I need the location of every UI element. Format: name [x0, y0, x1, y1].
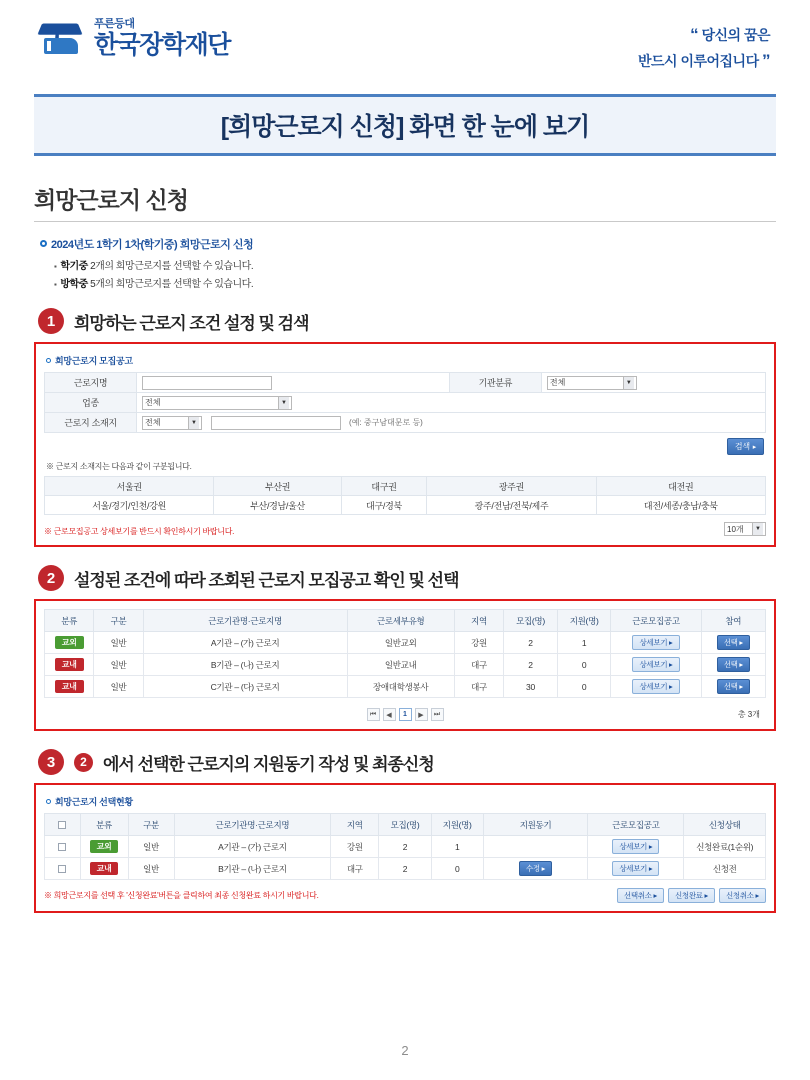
logo-subtitle: 푸른등대	[94, 17, 135, 30]
col-region: 지역	[331, 814, 379, 836]
table-row	[45, 858, 766, 880]
col-category: 분류	[45, 610, 94, 632]
selection-status-table	[44, 813, 766, 880]
step-number-badge: 3	[38, 749, 64, 775]
job-type-select[interactable]	[142, 396, 292, 410]
detail-view-button[interactable]: 상세보기 ▸	[612, 839, 659, 854]
select-button[interactable]: 선택 ▸	[717, 635, 750, 650]
step-inline-badge: 2	[74, 753, 93, 772]
document-header	[30, 0, 780, 88]
category-tag: 교내	[55, 658, 84, 671]
cell-name: C기관 – (다) 근로지	[143, 676, 347, 698]
step-number-badge: 2	[38, 565, 64, 591]
complete-application-button[interactable]: 신청완료 ▸	[668, 888, 715, 903]
col-applied: 지원(명)	[431, 814, 483, 836]
detail-view-button[interactable]: 상세보기 ▸	[632, 635, 679, 650]
notice-title: 2024년도 1학기 1차(학기중) 희망근로지 신청	[40, 236, 776, 252]
detail-view-button[interactable]: 상세보기 ▸	[632, 679, 679, 694]
cell-applied: 0	[557, 654, 611, 676]
cell-region: 강원	[331, 836, 379, 858]
cell-gubun: 일반	[94, 654, 143, 676]
slogan-line-2: 반드시 이루어집니다	[638, 52, 759, 69]
workplace-name-input[interactable]	[142, 376, 272, 390]
cell-category	[45, 676, 94, 698]
table-row	[45, 836, 766, 858]
page-size-select[interactable]	[724, 522, 766, 536]
step-1-footer	[44, 521, 766, 537]
cell-recruit: 30	[504, 676, 558, 698]
cell-org-type	[541, 373, 765, 393]
cell-location	[137, 413, 766, 433]
step-3-heading	[38, 749, 776, 775]
notice-block	[40, 236, 776, 290]
col-status: 신청상태	[684, 814, 766, 836]
cell-name: B기관 – (나) 근로지	[174, 858, 331, 880]
pager-last-button[interactable]: ⏭	[431, 708, 444, 721]
col-notice: 근로모집공고	[611, 610, 701, 632]
search-button-row	[44, 438, 764, 455]
table-row	[45, 393, 766, 413]
table-row	[45, 654, 766, 676]
col-name: 근로기관명·근로지명	[143, 610, 347, 632]
cell-recruit: 2	[379, 836, 431, 858]
list-item: ▪ 방학중 5개의 희망근로지를 선택할 수 있습니다.	[54, 275, 776, 290]
organization-logo	[40, 18, 230, 58]
cell-recruit: 2	[504, 632, 558, 654]
col-recruit: 모집(명)	[504, 610, 558, 632]
cell-region: 강원	[454, 632, 503, 654]
table-row	[45, 496, 766, 515]
category-tag: 교내	[55, 680, 84, 693]
cell-region: 대구	[454, 676, 503, 698]
chevron-down-icon: ▼	[623, 377, 634, 389]
status-badge: 신청완료(1순위)	[684, 836, 766, 858]
banner	[34, 94, 776, 156]
cell-applied: 0	[557, 676, 611, 698]
region-header: 대구권	[341, 477, 427, 496]
location-select[interactable]	[142, 416, 202, 430]
cell-job-type	[137, 393, 766, 413]
cell-applied: 1	[431, 836, 483, 858]
cell-action	[701, 654, 765, 676]
select-all-checkbox[interactable]	[58, 821, 66, 829]
label-workplace-name: 근로지명	[45, 373, 137, 393]
cell-action	[701, 676, 765, 698]
category-tag: 교내	[90, 862, 119, 875]
col-checkbox	[45, 814, 81, 836]
step-number-badge: 1	[38, 308, 64, 334]
required-notice: ※ 근로모집공고 상세보기를 반드시 확인하시기 바랍니다.	[44, 527, 235, 536]
search-form-table	[44, 372, 766, 433]
table-row	[45, 413, 766, 433]
cell-recruit: 2	[379, 858, 431, 880]
region-cell: 서울/경기/인천/강원	[45, 496, 214, 515]
region-header: 광주권	[427, 477, 596, 496]
cell-notice	[611, 632, 701, 654]
region-note: ※ 근로지 소재지는 다음과 같이 구분됩니다.	[46, 462, 192, 471]
cell-region: 대구	[331, 858, 379, 880]
cell-gubun: 일반	[94, 632, 143, 654]
logo-title: 한국장학재단	[94, 30, 230, 59]
cell-detail: 일반교외	[347, 632, 454, 654]
chevron-down-icon: ▼	[752, 523, 763, 535]
search-panel-title: 희망근로지 모집공고	[46, 354, 766, 367]
title-divider	[34, 221, 776, 222]
category-tag: 교외	[55, 636, 84, 649]
cell-notice	[588, 858, 684, 880]
step-3-panel	[34, 783, 776, 913]
col-recruit: 모집(명)	[379, 814, 431, 836]
chevron-down-icon: ▼	[188, 417, 199, 429]
col-detail: 근로세부유형	[347, 610, 454, 632]
cell-notice	[611, 676, 701, 698]
graduation-cap-icon	[40, 18, 86, 58]
row-checkbox[interactable]	[58, 865, 66, 873]
bullet-icon	[46, 799, 51, 804]
cell-name: A기관 – (가) 근로지	[174, 836, 331, 858]
cell-motive	[483, 836, 587, 858]
col-motive: 지원동기	[483, 814, 587, 836]
table-row	[45, 632, 766, 654]
table-row	[45, 676, 766, 698]
banner-title: [희망근로지 신청] 화면 한 눈에 보기	[220, 113, 590, 141]
location-value: 전체	[145, 418, 161, 427]
label-location: 근로지 소재지	[45, 413, 137, 433]
bullet-icon	[46, 358, 51, 363]
cell-category	[45, 654, 94, 676]
cell-action	[701, 632, 765, 654]
cell-applied: 0	[431, 858, 483, 880]
cell-category	[45, 632, 94, 654]
cell-name: A기관 – (가) 근로지	[143, 632, 347, 654]
region-header: 대전권	[596, 477, 765, 496]
page-number: 2	[401, 1043, 409, 1058]
slogan-line-1: 당신의 꿈은	[701, 27, 770, 43]
cell-name: B기관 – (나) 근로지	[143, 654, 347, 676]
table-header-row	[45, 814, 766, 836]
region-cell: 부산/경남/울산	[214, 496, 341, 515]
page-size-value: 10개	[727, 524, 744, 534]
col-applied: 지원(명)	[557, 610, 611, 632]
job-type-value: 전체	[145, 398, 161, 407]
chevron-down-icon: ▼	[278, 397, 289, 409]
cell-checkbox	[45, 836, 81, 858]
cell-checkbox	[45, 858, 81, 880]
col-category: 분류	[80, 814, 128, 836]
cell-motive	[483, 858, 587, 880]
category-tag: 교외	[90, 840, 119, 853]
cell-detail: 일반교내	[347, 654, 454, 676]
pager-page-1[interactable]: 1	[399, 708, 412, 721]
step-3-text: 에서 선택한 근로지의 지원동기 작성 및 최종신청	[103, 754, 434, 774]
total-count: 총 3개	[737, 710, 760, 719]
region-cell: 대구/경북	[341, 496, 427, 515]
detail-view-button[interactable]: 상세보기 ▸	[632, 657, 679, 672]
cell-gubun: 일반	[128, 858, 174, 880]
detail-view-button[interactable]: 상세보기 ▸	[612, 861, 659, 876]
cell-recruit: 2	[504, 654, 558, 676]
step-1-text: 희망하는 근로지 조건 설정 및 검색	[74, 313, 309, 333]
location-input[interactable]	[211, 416, 341, 430]
org-type-select[interactable]	[547, 376, 637, 390]
slogan: “ 당신의 꿈은 반드시 이루어집니다 ”	[638, 25, 770, 70]
select-button[interactable]: 선택 ▸	[717, 657, 750, 672]
col-gubun: 구분	[94, 610, 143, 632]
selection-panel-title: 희망근로지 선택현황	[46, 795, 766, 808]
region-table	[44, 476, 766, 515]
bullet-icon	[40, 240, 47, 247]
cell-workplace-name	[137, 373, 450, 393]
list-item: ▪ 학기중 2개의 희망근로지를 선택할 수 있습니다.	[54, 257, 776, 272]
col-notice: 근로모집공고	[588, 814, 684, 836]
select-button[interactable]: 선택 ▸	[717, 679, 750, 694]
cell-notice	[588, 836, 684, 858]
table-header-row	[45, 610, 766, 632]
col-name: 근로기관명·근로지명	[174, 814, 331, 836]
cell-category	[80, 858, 128, 880]
row-checkbox[interactable]	[58, 843, 66, 851]
region-header: 부산권	[214, 477, 341, 496]
search-button[interactable]: 검색 ▸	[727, 438, 764, 455]
pager-prev-button[interactable]: ◀	[383, 708, 396, 721]
step-1-heading	[38, 308, 776, 334]
step-3-footer	[44, 888, 766, 903]
step-2-text: 설정된 조건에 따라 조회된 근로지 모집공고 확인 및 선택	[74, 570, 459, 590]
final-apply-note: ※ 희망근로지를 선택 후 '신청완료'버튼을 클릭하여 최종 신청완료 하시기 바랍니다.	[44, 891, 319, 900]
table-row	[45, 373, 766, 393]
pager-next-button[interactable]: ▶	[415, 708, 428, 721]
step-2-panel	[34, 599, 776, 731]
page-title: 희망근로지 신청	[34, 187, 188, 213]
col-gubun: 구분	[128, 814, 174, 836]
cell-notice	[611, 654, 701, 676]
cancel-application-button[interactable]: 신청취소 ▸	[719, 888, 766, 903]
label-job-type: 업종	[45, 393, 137, 413]
col-action: 참여	[701, 610, 765, 632]
cell-gubun: 일반	[128, 836, 174, 858]
col-region: 지역	[454, 610, 503, 632]
location-hint: (예: 중구남대문로 등)	[349, 417, 423, 427]
cell-applied: 1	[557, 632, 611, 654]
cell-region: 대구	[454, 654, 503, 676]
region-cell: 대전/세종/충남/충북	[596, 496, 765, 515]
org-type-value: 전체	[549, 378, 566, 387]
cancel-selection-button[interactable]: 선택취소 ▸	[617, 888, 664, 903]
recruitment-results-table	[44, 609, 766, 698]
pagination	[44, 708, 766, 721]
edit-motive-button[interactable]: 수정 ▸	[519, 861, 552, 876]
pager-first-button[interactable]: ⏮	[367, 708, 380, 721]
status-badge: 신청전	[684, 858, 766, 880]
step-1-panel	[34, 342, 776, 547]
table-row	[45, 477, 766, 496]
action-button-group	[617, 888, 766, 903]
region-header: 서울권	[45, 477, 214, 496]
region-cell: 광주/전남/전북/제주	[427, 496, 596, 515]
label-org-type: 기관분류	[449, 373, 541, 393]
cell-detail: 장애대학생봉사	[347, 676, 454, 698]
notice-list	[54, 257, 776, 290]
cell-gubun: 일반	[94, 676, 143, 698]
cell-category	[80, 836, 128, 858]
step-2-heading	[38, 565, 776, 591]
